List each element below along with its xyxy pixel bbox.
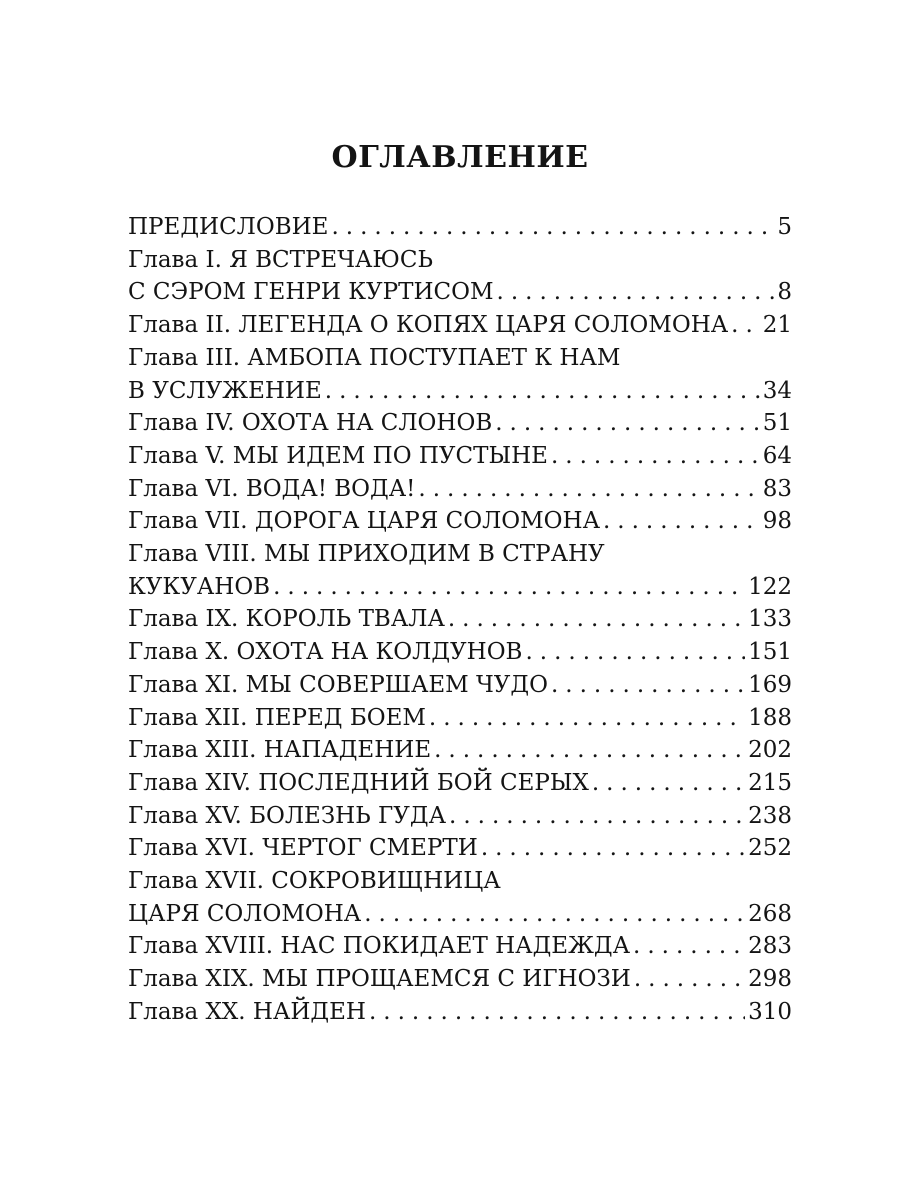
dot-leader xyxy=(429,702,745,735)
toc-entry-text: Глава XIV. ПОСЛЕДНИЙ БОЙ СЕРЫХ xyxy=(128,769,589,796)
toc-entry-line xyxy=(128,473,792,506)
toc-entry-text: Глава IX. КОРОЛЬ ТВАЛА xyxy=(128,606,445,633)
page-number: 51 xyxy=(762,410,792,437)
page-number: 5 xyxy=(777,214,792,240)
toc-entry-text: Глава X. ОХОТА НА КОЛДУНОВ xyxy=(128,639,523,666)
toc-entry-text: Глава XII. ПЕРЕД БОЕМ xyxy=(128,704,426,731)
dot-leader xyxy=(418,473,759,506)
page-number: 238 xyxy=(748,802,792,829)
toc-entry-line xyxy=(128,211,792,244)
page-number: 98 xyxy=(762,508,792,535)
toc-entry-text: Глава VIII. МЫ ПРИХОДИМ В СТРАНУ xyxy=(128,541,605,568)
dot-leader xyxy=(603,505,760,538)
page-number: 268 xyxy=(748,900,792,927)
toc-entry-line xyxy=(128,538,792,571)
dot-leader xyxy=(434,734,745,767)
page-number: 8 xyxy=(777,279,792,306)
toc-entry-line xyxy=(128,963,792,996)
toc-entry-text: Глава VII. ДОРОГА ЦАРЯ СОЛОМОНА xyxy=(128,508,600,535)
dot-leader xyxy=(369,996,745,1029)
dot-leader xyxy=(331,211,774,244)
dot-leader xyxy=(634,963,745,996)
toc-entry-line xyxy=(128,930,792,963)
toc-entry-line xyxy=(128,832,792,865)
toc-entry-line xyxy=(128,734,792,767)
page-number: 83 xyxy=(762,475,792,502)
dot-leader xyxy=(495,407,759,440)
page-number: 283 xyxy=(748,933,792,960)
dot-leader xyxy=(633,930,745,963)
page-number: 310 xyxy=(748,998,792,1025)
toc-entry-text: Глава V. МЫ ИДЕМ ПО ПУСТЫНЕ xyxy=(128,442,548,469)
toc-entry-text: Глава XV. БОЛЕЗНЬ ГУДА xyxy=(128,802,447,829)
toc-entry-text: Глава VI. ВОДА! ВОДА! xyxy=(128,475,416,502)
toc-entry-text: ПРЕДИСЛОВИЕ xyxy=(128,214,329,240)
toc-entry-line xyxy=(128,669,792,702)
toc-entry-line xyxy=(128,276,792,309)
page-number: 202 xyxy=(748,737,792,764)
toc-list xyxy=(128,211,792,1029)
dot-leader xyxy=(525,636,745,669)
dot-leader xyxy=(364,898,745,931)
toc-entry-text: Глава I. Я ВСТРЕЧАЮСЬ xyxy=(128,246,433,273)
toc-entry-text: Глава XIX. МЫ ПРОЩАЕМСЯ С ИГНОЗИ xyxy=(128,966,631,993)
page-number: 252 xyxy=(748,835,792,862)
toc-entry-text: Глава XI. МЫ СОВЕРШАЕМ ЧУДО xyxy=(128,671,548,698)
toc-entry-line xyxy=(128,603,792,636)
toc-entry-text: Глава XIII. НАПАДЕНИЕ xyxy=(128,737,432,764)
page-number: 215 xyxy=(748,769,792,796)
toc-entry-text: Глава II. ЛЕГЕНДА О КОПЯХ ЦАРЯ СОЛОМОНА xyxy=(128,312,729,339)
page-title: ОГЛАВЛЕНИЕ xyxy=(331,140,589,175)
toc-entry-line xyxy=(128,375,792,408)
page-number: 298 xyxy=(748,966,792,993)
dot-leader xyxy=(273,571,745,604)
dot-leader xyxy=(731,309,760,342)
toc-entry-line xyxy=(128,702,792,735)
toc-entry-line xyxy=(128,342,792,375)
dot-leader xyxy=(551,669,745,702)
page-number: 133 xyxy=(748,606,792,633)
toc-entry-line xyxy=(128,636,792,669)
dot-leader xyxy=(325,375,760,408)
toc-entry-line xyxy=(128,898,792,931)
toc-entry-text: Глава XVII. СОКРОВИЩНИЦА xyxy=(128,868,501,895)
toc-entry-line xyxy=(128,309,792,342)
toc-entry-line xyxy=(128,800,792,833)
toc-entry-line xyxy=(128,767,792,800)
dot-leader xyxy=(497,276,775,309)
toc-entry-line xyxy=(128,865,792,898)
page-number: 34 xyxy=(762,377,792,404)
page-number: 188 xyxy=(748,704,792,731)
page-number: 169 xyxy=(748,671,792,698)
toc-entry-line xyxy=(128,407,792,440)
dot-leader xyxy=(481,832,745,865)
dot-leader xyxy=(449,800,745,833)
toc-entry-text: Глава XVIII. НАС ПОКИДАЕТ НАДЕЖДА xyxy=(128,933,631,960)
toc-entry-text: Глава IV. ОХОТА НА СЛОНОВ xyxy=(128,410,493,437)
toc-entry-text: В УСЛУЖЕНИЕ xyxy=(128,377,322,404)
toc-entry-text: Глава III. АМБОПА ПОСТУПАЕТ К НАМ xyxy=(128,344,621,371)
page-number: 122 xyxy=(748,573,792,600)
toc-entry-line xyxy=(128,244,792,277)
toc-entry-line xyxy=(128,571,792,604)
toc-entry-text: Глава XVI. ЧЕРТОГ СМЕРТИ xyxy=(128,835,478,862)
page-number: 64 xyxy=(762,442,792,469)
page-number: 151 xyxy=(748,639,792,666)
toc-entry-line xyxy=(128,505,792,538)
dot-leader xyxy=(448,603,745,636)
toc-entry-line xyxy=(128,996,792,1029)
toc-entry-text: Глава XX. НАЙДЕН xyxy=(128,998,366,1025)
toc-entry-line xyxy=(128,440,792,473)
toc-entry-text: КУКУАНОВ xyxy=(128,573,271,600)
dot-leader xyxy=(592,767,745,800)
toc-entry-text: С СЭРОМ ГЕНРИ КУРТИСОМ xyxy=(128,279,494,306)
dot-leader xyxy=(551,440,760,473)
toc-entry-text: ЦАРЯ СОЛОМОНА xyxy=(128,900,362,927)
page-number: 21 xyxy=(762,312,792,339)
